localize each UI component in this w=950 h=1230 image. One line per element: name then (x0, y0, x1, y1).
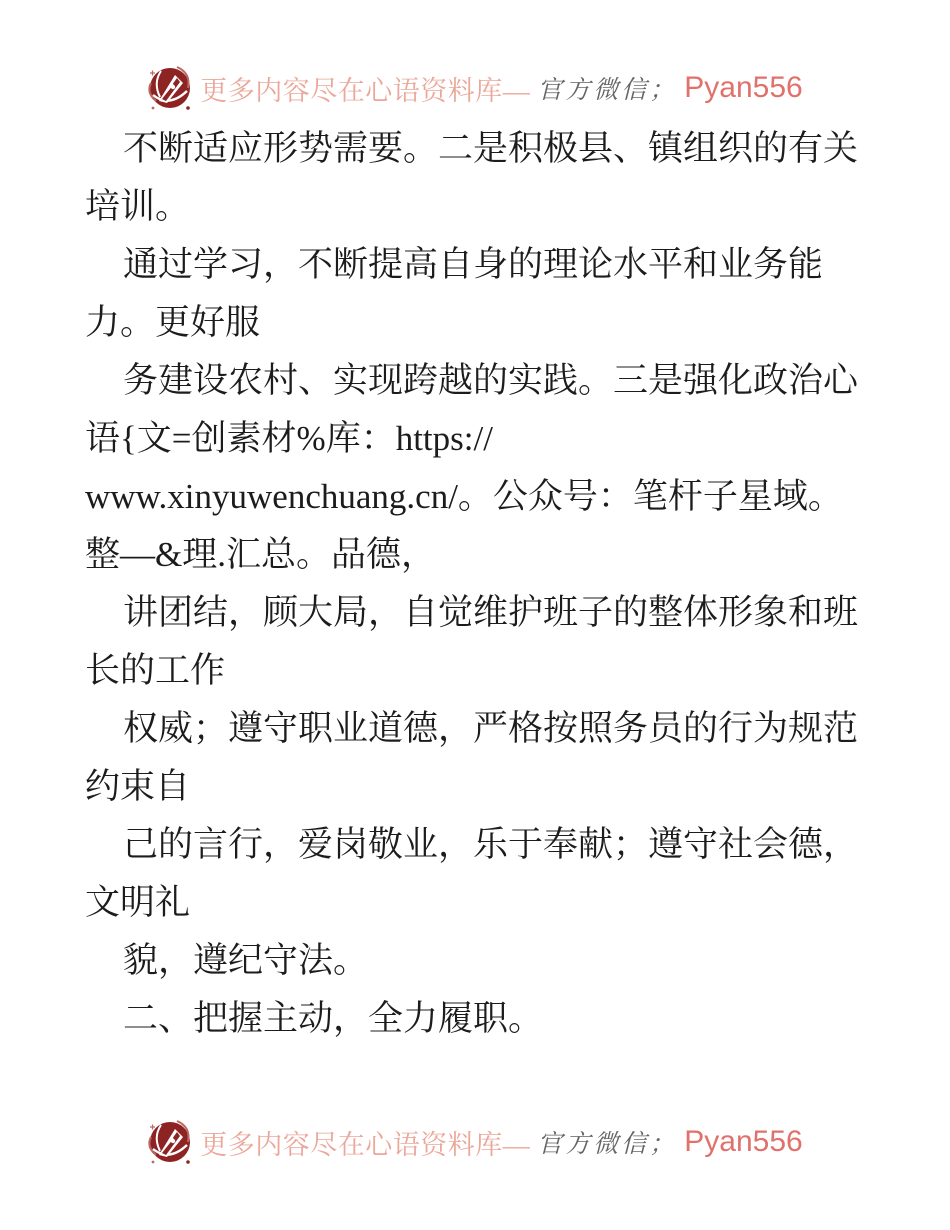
text-line: 通过学习，不断提高自身的理论水平和业务能 (123, 245, 824, 284)
footer-banner (0, 1116, 950, 1168)
text-line: 整—&理.汇总。品德， (85, 535, 436, 574)
text-line: 培训。 (85, 187, 191, 226)
text-line: 权威；遵守职业道德，严格按照务员的行为规范 (123, 709, 859, 748)
text-line: 不断适应形势需要。二是积极县、镇组织的有关 (123, 129, 859, 168)
text-line: 二、把握主动，全力履职。 (123, 999, 544, 1038)
banner-wechat-id: Pyan556 (684, 1125, 803, 1158)
text-line: 文明礼 (85, 883, 191, 922)
text-line: 己的言行，爱岗敬业，乐于奉献；遵守社会德， (123, 825, 859, 864)
text-line: 语{文=创素材%库：https:// (85, 419, 493, 458)
text-line: 务建设农村、实现跨越的实践。三是强化政治心 (123, 361, 859, 400)
banner-wechat-id: Pyan556 (684, 71, 803, 104)
banner-wechat-label: 官方微信； (537, 75, 678, 104)
pen-swirl-logo-icon (147, 1117, 193, 1167)
banner-wechat-label: 官方微信； (537, 1129, 678, 1158)
text-line: 讲团结，顾大局，自觉维护班子的整体形象和班 (123, 593, 859, 632)
text-line: 貌，遵纪守法。 (123, 941, 369, 980)
banner-slogan: 更多内容尽在心语资料库— (200, 1129, 531, 1160)
document-body (85, 120, 885, 1048)
header-banner (0, 62, 950, 114)
text-line: 约束自 (85, 767, 191, 806)
text-line: www.xinyuwenchuang.cn/。公众号：笔杆子星域。 (85, 477, 843, 516)
pen-swirl-logo-icon (147, 63, 193, 113)
banner-slogan: 更多内容尽在心语资料库— (200, 75, 531, 106)
text-line: 长的工作 (85, 651, 226, 690)
text-line: 力。更好服 (85, 303, 261, 342)
